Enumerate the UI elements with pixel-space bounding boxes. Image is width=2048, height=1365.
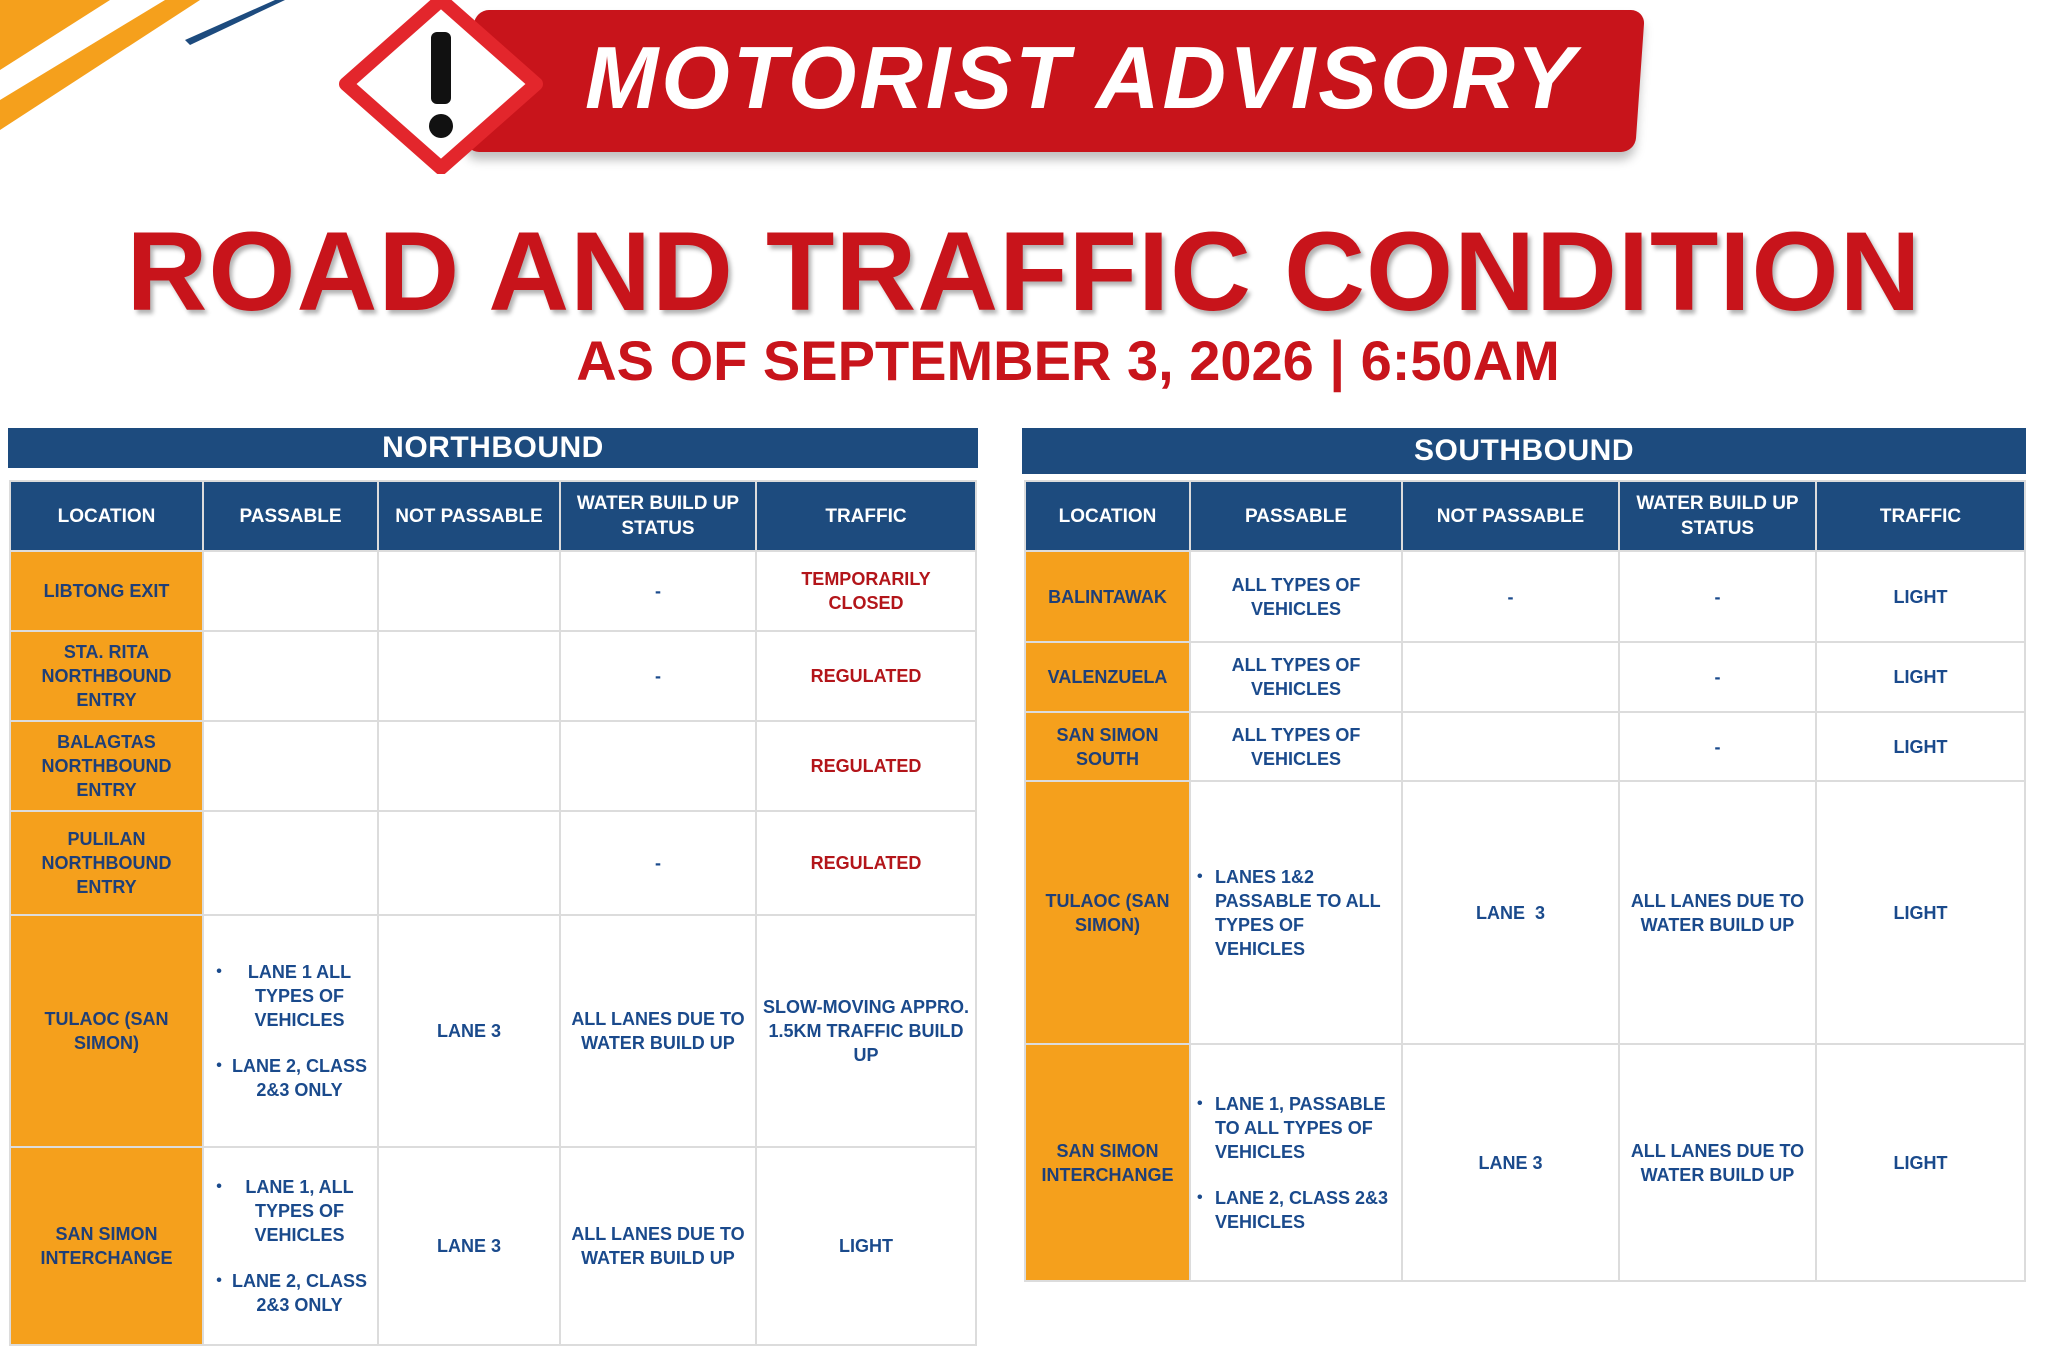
column-header: WATER BUILD UP STATUS: [560, 481, 756, 551]
location-cell: STA. RITA NORTHBOUND ENTRY: [10, 631, 203, 721]
table-header-row: [1025, 481, 2025, 551]
passable-cell: [1190, 1044, 1402, 1281]
banner-label: MOTORIST ADVISORY: [585, 28, 1579, 127]
water-cell: ALL LANES DUE TO WATER BUILD UP: [560, 915, 756, 1147]
table-row: [10, 811, 976, 915]
warning-icon: [336, 0, 546, 174]
column-header: TRAFFIC: [756, 481, 976, 551]
water-cell: -: [1619, 642, 1816, 712]
list-item: • LANE 2, CLASS 2&3 ONLY: [210, 1054, 371, 1102]
list-item: • LANE 1 ALL TYPES OF VEHICLES: [210, 960, 371, 1032]
not-passable-cell: [378, 721, 560, 811]
passable-cell: [203, 631, 378, 721]
bullet-icon: •: [1197, 1094, 1203, 1112]
column-header: PASSABLE: [1190, 481, 1402, 551]
column-header: TRAFFIC: [1816, 481, 2025, 551]
table-row: [10, 551, 976, 631]
location-cell: SAN SIMON SOUTH: [1025, 712, 1190, 781]
column-header: PASSABLE: [203, 481, 378, 551]
list-item: • LANE 2, CLASS 2&3 ONLY: [210, 1269, 371, 1317]
passable-cell: [203, 1147, 378, 1345]
passable-cell: ALL TYPES OF VEHICLES: [1190, 642, 1402, 712]
location-cell: SAN SIMON INTERCHANGE: [10, 1147, 203, 1345]
passable-cell: [203, 721, 378, 811]
bullet-icon: •: [216, 1178, 222, 1195]
passable-cell: [203, 811, 378, 915]
passable-cell: [203, 551, 378, 631]
traffic-cell: LIGHT: [1816, 1044, 2025, 1281]
table-row: [10, 1147, 976, 1345]
water-cell: -: [560, 811, 756, 915]
table-row: [1025, 781, 2025, 1044]
traffic-cell: LIGHT: [1816, 642, 2025, 712]
location-cell: TULAOC (SAN SIMON): [1025, 781, 1190, 1044]
list-item: • LANE 1, PASSABLE TO ALL TYPES OF VEHICLES: [1197, 1093, 1386, 1162]
water-cell: ALL LANES DUE TO WATER BUILD UP: [560, 1147, 756, 1345]
list-item: • LANE 1, ALL TYPES OF VEHICLES: [210, 1175, 371, 1247]
water-cell: -: [560, 631, 756, 721]
traffic-cell: REGULATED: [756, 811, 976, 915]
table-row: [1025, 1044, 2025, 1281]
page-subtitle: AS OF SEPTEMBER 3, 2026 | 6:50AM: [576, 329, 1560, 392]
list-item: • LANES 1&2 PASSABLE TO ALL TYPES OF VEHICLES: [1197, 866, 1381, 959]
water-cell: ALL LANES DUE TO WATER BUILD UP: [1619, 1044, 1816, 1281]
table-row: [1025, 642, 2025, 712]
column-header: NOT PASSABLE: [378, 481, 560, 551]
water-cell: -: [1619, 712, 1816, 781]
bullet-icon: •: [216, 1057, 222, 1074]
not-passable-cell: [1402, 712, 1619, 781]
water-cell: [560, 721, 756, 811]
bullet-icon: •: [216, 963, 222, 980]
traffic-cell: LIGHT: [1816, 551, 2025, 642]
column-header: LOCATION: [1025, 481, 1190, 551]
location-cell: VALENZUELA: [1025, 642, 1190, 712]
southbound-table: [1024, 480, 2026, 1282]
list-item: • LANE 2, CLASS 2&3 VEHICLES: [1197, 1187, 1389, 1232]
location-cell: BALINTAWAK: [1025, 551, 1190, 642]
bullet-icon: •: [216, 1272, 222, 1289]
table-row: [10, 721, 976, 811]
traffic-cell: TEMPORARILY CLOSED: [756, 551, 976, 631]
column-header: NOT PASSABLE: [1402, 481, 1619, 551]
not-passable-cell: -: [1402, 551, 1619, 642]
passable-cell: [203, 915, 378, 1147]
traffic-cell: LIGHT: [1816, 712, 2025, 781]
traffic-cell: LIGHT: [1816, 781, 2025, 1044]
southbound-heading: SOUTHBOUND: [1022, 428, 2026, 474]
table-row: [1025, 551, 2025, 642]
traffic-cell: LIGHT: [756, 1147, 976, 1345]
location-cell: BALAGTAS NORTHBOUND ENTRY: [10, 721, 203, 811]
traffic-cell: SLOW-MOVING APPRO. 1.5KM TRAFFIC BUILD UP: [756, 915, 976, 1147]
not-passable-cell: [1402, 642, 1619, 712]
column-header: LOCATION: [10, 481, 203, 551]
table-row: [10, 631, 976, 721]
traffic-cell: REGULATED: [756, 631, 976, 721]
northbound-heading: NORTHBOUND: [8, 428, 978, 468]
northbound-table: [9, 480, 977, 1346]
not-passable-cell: LANE 3: [1402, 1044, 1619, 1281]
location-cell: SAN SIMON INTERCHANGE: [1025, 1044, 1190, 1281]
location-cell: PULILAN NORTHBOUND ENTRY: [10, 811, 203, 915]
passable-cell: ALL TYPES OF VEHICLES: [1190, 551, 1402, 642]
not-passable-cell: LANE 3: [378, 1147, 560, 1345]
not-passable-cell: [378, 811, 560, 915]
column-header: WATER BUILD UP STATUS: [1619, 481, 1816, 551]
water-cell: -: [1619, 551, 1816, 642]
bullet-icon: •: [1197, 867, 1203, 885]
traffic-cell: REGULATED: [756, 721, 976, 811]
not-passable-cell: LANE 3: [1402, 781, 1619, 1044]
table-header-row: [10, 481, 976, 551]
bullet-icon: •: [1197, 1188, 1203, 1206]
page-title: ROAD AND TRAFFIC CONDITION: [126, 209, 1922, 334]
corner-stripes: [0, 0, 320, 160]
water-cell: -: [560, 551, 756, 631]
passable-cell: [1190, 781, 1402, 1044]
not-passable-cell: LANE 3: [378, 915, 560, 1147]
water-cell: ALL LANES DUE TO WATER BUILD UP: [1619, 781, 1816, 1044]
location-cell: LIBTONG EXIT: [10, 551, 203, 631]
table-row: [1025, 712, 2025, 781]
table-row: [10, 915, 976, 1147]
not-passable-cell: [378, 551, 560, 631]
not-passable-cell: [378, 631, 560, 721]
passable-cell: ALL TYPES OF VEHICLES: [1190, 712, 1402, 781]
location-cell: TULAOC (SAN SIMON): [10, 915, 203, 1147]
